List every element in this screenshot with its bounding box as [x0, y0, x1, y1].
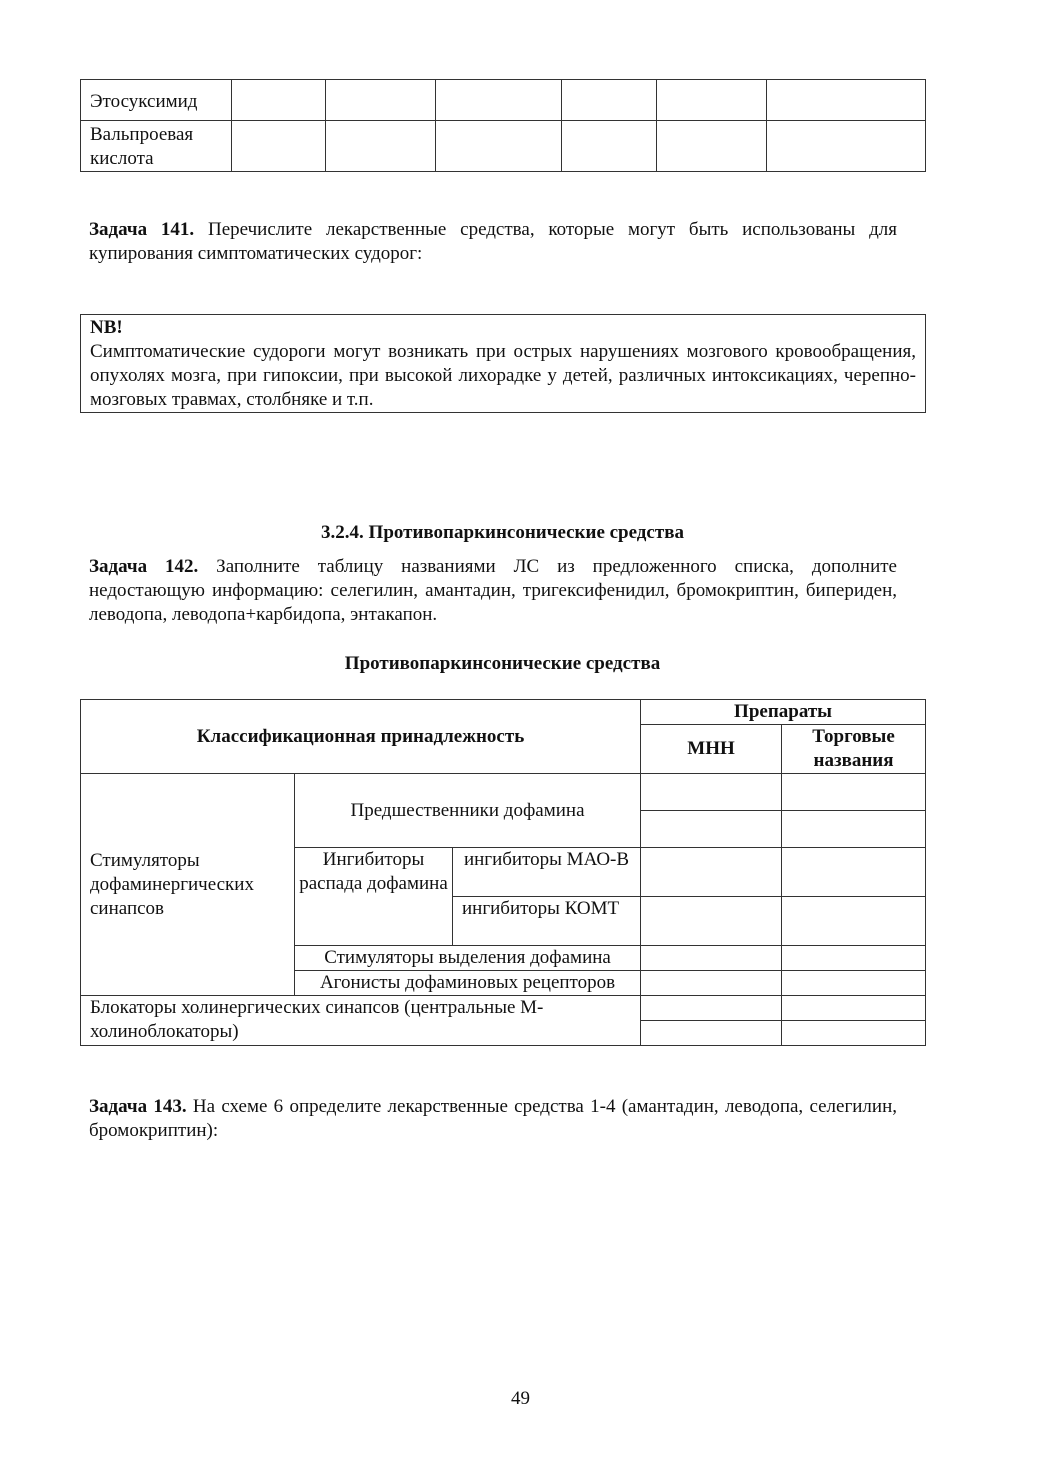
task-143-label: Задача 143. — [89, 1096, 187, 1117]
table-row — [81, 774, 926, 811]
task-142-label: Задача 142. — [89, 556, 199, 577]
row-breakdown-inhibitors: Ингибиторы распада дофамина — [295, 848, 453, 946]
task-141 — [89, 218, 897, 266]
table-title: Противопаркинсонические средства — [344, 653, 661, 674]
row-mao-b-inhibitors: ингибиторы МАО-В — [453, 848, 641, 897]
task-143-text: На схеме 6 определите лекарственные средства 1-4 (амантадин, леводопа, селегилин, бромокриптин): — [89, 1096, 897, 1141]
page-number: 49 — [511, 1388, 530, 1409]
section-title: 3.2.4. Противопаркинсонические средства — [321, 522, 684, 543]
task-142 — [89, 555, 897, 627]
table-row — [81, 80, 926, 121]
table-row — [81, 996, 926, 1021]
table-row — [81, 700, 926, 725]
header-inn: МНН — [641, 725, 782, 774]
table-row — [81, 121, 926, 172]
row-release-stimulators: Стимуляторы выделения дофамина — [295, 946, 641, 971]
task-141-label: Задача 141. — [89, 219, 195, 240]
row-cholinergic-blockers: Блокаторы холинергических синапсов (центральные М-холиноблокаторы) — [81, 996, 641, 1046]
header-drugs: Препараты — [641, 700, 926, 725]
group-dopaminergic-stimulators: Стимуляторы дофаминергических синапсов — [81, 774, 295, 996]
antiparkinson-table — [80, 699, 926, 1046]
header-classification: Классификационная принадлежность — [81, 700, 641, 774]
nb-title: NB! — [90, 317, 123, 338]
row-dopamine-precursors: Предшественники дофамина — [295, 774, 641, 848]
task-141-text: Перечислите лекарственные средства, которые могут быть использованы для купирования симптоматических судорог: — [89, 219, 897, 264]
task-142-text: Заполните таблицу названиями ЛС из предложенного списка, дополните недостающую информацию: селегилин, амантадин, тригексифенидил, бромокриптин, бипериден, леводопа, леводопа+карбидопа, энтакапон. — [89, 556, 897, 625]
drug-table-continuation — [80, 79, 926, 172]
drug-name-cell: Вальпроевая кислота — [81, 121, 232, 172]
header-trade-names: Торговые названия — [782, 725, 926, 774]
task-143 — [89, 1095, 897, 1143]
row-comt-inhibitors: ингибиторы КОМТ — [453, 897, 641, 946]
nb-note-box — [80, 314, 926, 413]
nb-text: Симптоматические судороги могут возникать при острых нарушениях мозгового кровообращения, опухолях мозга, при гипоксии, при высокой лихорадке у детей, различных интоксикациях, черепно-мозговых травмах, столбняке и т.п. — [90, 341, 916, 410]
row-receptor-agonists: Агонисты дофаминовых рецепторов — [295, 971, 641, 996]
drug-name-cell: Этосуксимид — [81, 80, 232, 121]
